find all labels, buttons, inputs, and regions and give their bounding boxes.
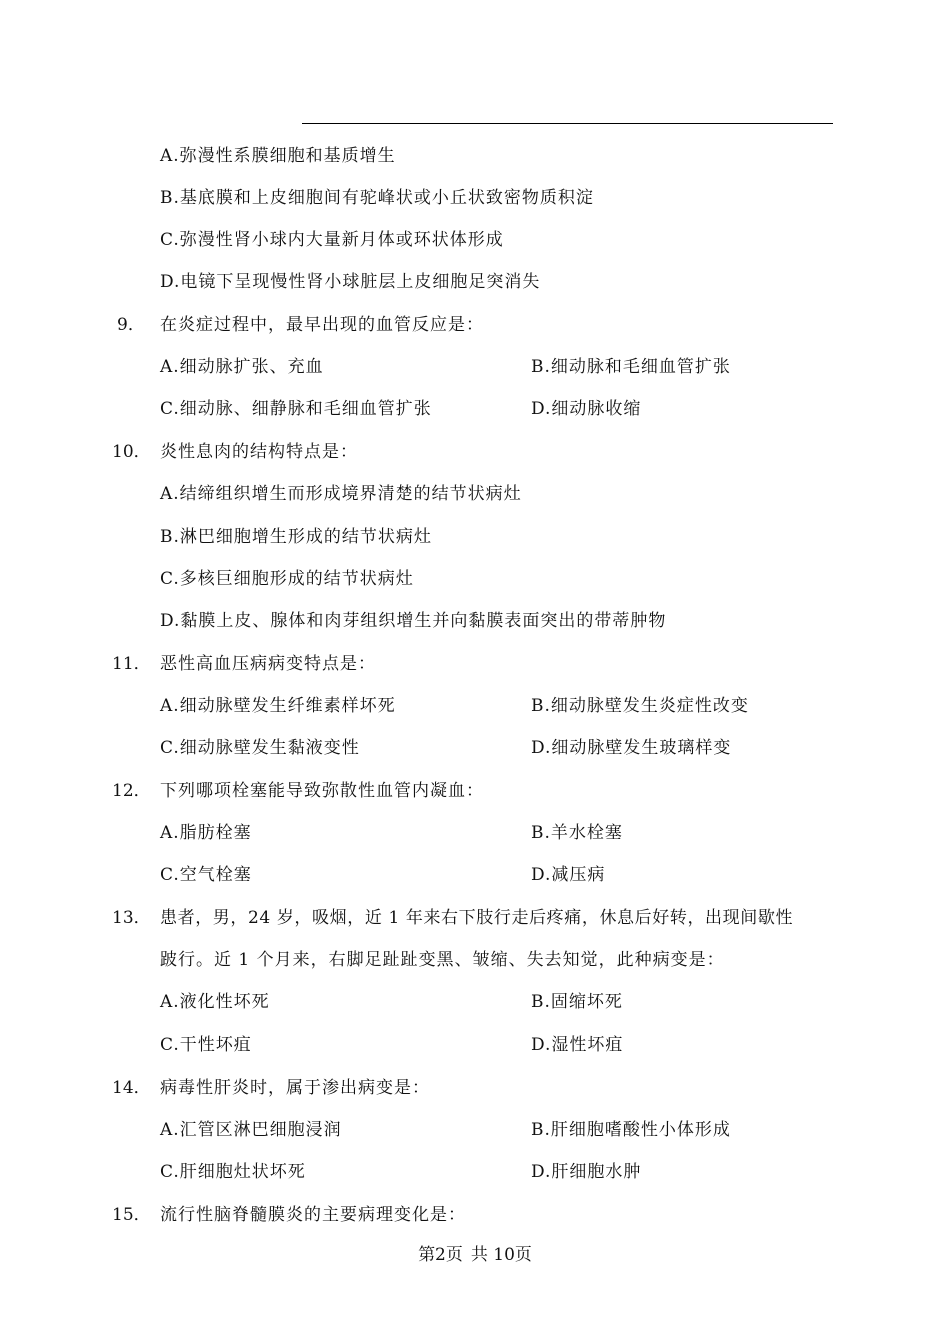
q14-stem: 病毒性肝炎时，属于渗出病变是： — [160, 1078, 430, 1098]
q12-number: 12． — [112, 781, 151, 801]
q14-option-d: D.肝细胞水肿 — [531, 1162, 642, 1182]
header-rule — [302, 123, 833, 124]
q9-number: 9． — [117, 315, 145, 335]
q8-option-d: D.电镜下呈现慢性肾小球脏层上皮细胞足突消失 — [160, 272, 541, 292]
q13-option-a: A.液化性坏死 — [160, 992, 270, 1012]
q9-option-b: B.细动脉和毛细血管扩张 — [531, 357, 731, 377]
q10-number: 10． — [112, 442, 151, 462]
q13-stem: 患者，男，24 岁，吸烟，近 1 年来右下肢行走后疼痛，休息后好转，出现间歇性 — [160, 908, 794, 928]
q8-option-c: C.弥漫性肾小球内大量新月体或环状体形成 — [160, 230, 504, 250]
q10-stem: 炎性息肉的结构特点是： — [160, 442, 358, 462]
q9-option-d: D.细动脉收缩 — [531, 399, 642, 419]
q10-option-d: D.黏膜上皮、腺体和肉芽组织增生并向黏膜表面突出的带蒂肿物 — [160, 611, 667, 631]
q11-number: 11． — [112, 654, 151, 674]
q9-option-a: A.细动脉扩张、充血 — [160, 357, 324, 377]
q15-number: 15． — [112, 1205, 151, 1225]
q12-option-b: B.羊水栓塞 — [531, 823, 623, 843]
q11-option-a: A.细动脉壁发生纤维素样坏死 — [160, 696, 396, 716]
page-number: 第2页 — [418, 1245, 463, 1265]
page-total: 共 10页 — [470, 1245, 532, 1265]
q8-option-a: A.弥漫性系膜细胞和基质增生 — [160, 146, 396, 166]
q13-number: 13． — [112, 908, 151, 928]
q15-stem: 流行性脑脊髓膜炎的主要病理变化是： — [160, 1205, 466, 1225]
q9-option-c: C.细动脉、细静脉和毛细血管扩张 — [160, 399, 432, 419]
q13-option-b: B.固缩坏死 — [531, 992, 623, 1012]
q12-stem: 下列哪项栓塞能导致弥散性血管内凝血： — [160, 781, 484, 801]
q9-stem: 在炎症过程中，最早出现的血管反应是： — [160, 315, 484, 335]
q11-stem: 恶性高血压病病变特点是： — [160, 654, 376, 674]
q10-option-c: C.多核巨细胞形成的结节状病灶 — [160, 569, 414, 589]
q14-option-c: C.肝细胞灶状坏死 — [160, 1162, 306, 1182]
q10-option-b: B.淋巴细胞增生形成的结节状病灶 — [160, 527, 432, 547]
q13-stem-continued: 跛行。近 1 个月来，右脚足趾趾变黑、皱缩、失去知觉，此种病变是： — [160, 950, 725, 970]
q13-option-d: D.湿性坏疽 — [531, 1035, 624, 1055]
q13-option-c: C.干性坏疽 — [160, 1035, 252, 1055]
q11-option-b: B.细动脉壁发生炎症性改变 — [531, 696, 749, 716]
q14-option-b: B.肝细胞嗜酸性小体形成 — [531, 1120, 731, 1140]
q12-option-a: A.脂肪栓塞 — [160, 823, 252, 843]
q12-option-c: C.空气栓塞 — [160, 865, 252, 885]
q11-option-d: D.细动脉壁发生玻璃样变 — [531, 738, 732, 758]
q10-option-a: A.结缔组织增生而形成境界清楚的结节状病灶 — [160, 484, 522, 504]
page-footer — [0, 1244, 950, 1266]
q14-number: 14． — [112, 1078, 151, 1098]
q14-option-a: A.汇管区淋巴细胞浸润 — [160, 1120, 342, 1140]
q12-option-d: D.减压病 — [531, 865, 606, 885]
q11-option-c: C.细动脉壁发生黏液变性 — [160, 738, 360, 758]
q8-option-b: B.基底膜和上皮细胞间有驼峰状或小丘状致密物质积淀 — [160, 188, 594, 208]
